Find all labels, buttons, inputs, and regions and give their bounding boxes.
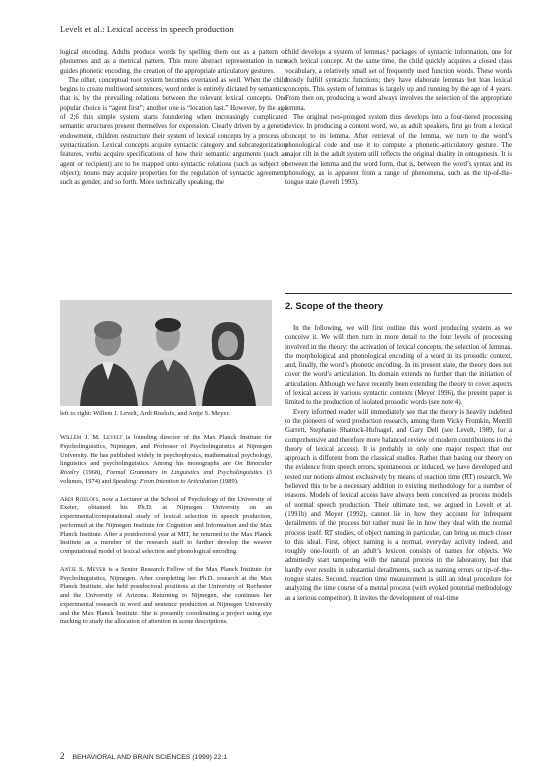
paragraph: logical encoding. Adults produce words by spelling them out as a pattern of phonemes and as a metrical pattern. This more abstract representation in turn guides phonetic encoding, the creation of the appropriate articulatory gestures. [60,49,287,75]
bio-text: is a Senior Research Fellow of the Max Planck Institute for Psycholinguistics, Nijmegen. After completing her Ph.D. research at the Max Planck Institute, she held postdoctoral positions at the University of Rochester and the University of Arizona. Returning to Nijmegen, she continues her experimental research in word and sentence production at Nijmegen University and the Max Planck Institute. She is presently coordinating a project using eye tracking to study the allocation of attention in scene descriptions. [60,565,272,626]
right-column-text-bottom [285,324,512,603]
bio-roelofs [60,496,272,557]
bio-text: (1989). [218,477,239,485]
left-column-text [60,48,287,187]
section-heading: 2. Scope of the theory [285,300,383,311]
photo-caption: left to right: Willem J. Levelt, Ardi Roelofs, and Antje S. Meyer. [60,410,230,417]
bio-name: Antje S. Meyer [60,565,106,573]
bio-work-title: Speaking: From Intention to Articulation [112,477,219,485]
paragraph: The original two-pronged system thus develops into a four-tiered processing device. In producing a content word, we, as adult speakers, first go from a lexical concept to its lemma. After retrieval of the lemma, we turn to the word’s phonological code and use it to compute a phonetic-articulatory gesture. The major rift in the adult system still reflects the original duality in ontogenesis. It is between the lemma and the word form, that is, between the word’s syntax and its phonology, as is apparent from a range of phenomena, such as the tip-of-the-tongue state (Levelt 1993). [285,114,512,187]
bio-levelt [60,434,272,487]
running-head: Levelt et al.: Lexical access in speech production [60,24,234,34]
paragraph: Every informed reader will immediately see that the theory is heavily indebted to the pioneers of word production research, among them Vicky Fromkin, Merrill Garrett, Stephanie Shattuck-Hufnagel, and Gary Dell (see Levelt, 1989, for a comprehensive and therefore more balanced review of modern contributions to the theory of lexical access). It is probably in only one major respect that our approach is different from the classical studies. Rather than basing our theory on the evidence from speech errors, spontaneous or induced, we have developed and tested our notions almost exclusively by means of reaction time (RT) research. We believed this to be a necessary addition to existing methodology for a number of reasons. Models of lexical access have always been conceived as process models of normal speech production. Their ultimate test, we argued in Levelt et al. (1991b) and Meyer (1992), cannot lie in how they account for infrequent derailments of the process but rather must lie in how they deal with the normal process itself. RT studies, of object naming in particular, can bring us much closer to this ideal. First, object naming is a normal, everyday activity indeed, and roughly one-fourth of an adult’s lexicon consists of names for objects. We admittedly start tampering with the natural process in the laboratory, but that hardly ever results in substantial derailments, such as naming errors or tip-of-the-tongue states. Second, reaction time measurement is still an ideal procedure for analyzing the time course of a mental process (with evoked potential methodology as a serious competitor). It invites the development of real-time [285,408,512,602]
bio-text: is founding director of the Max Planck Institute for Psycholinguistics, Nijmegen, and Professor of Psycholinguistics at Nijmegen University. He has published widely in psychophysics, mathematical psychology, linguistics and psycholinguistics. Among his monographs are [60,434,272,468]
bio-name: Ardi Roelofs [60,495,99,503]
page-footer [60,751,227,761]
paragraph: The other, conceptual root system becomes overtaxed as well. When the child begins to create multiword sentences, word order is entirely dictated by semantics, that is, by the prevailing relations between the relevant lexical concepts. One popular choice is “agent first”; another one is “location last.” However, by the age of 2;6 this simple system starts foundering when increasingly complicated semantic structures present themselves for expression. Clearly driven by a genetic endowment, children restructure their system of lexical concepts by a process of syntactization. Lexical concepts acquire syntactic category and subcategorization features, verbs acquire specifications of how their semantic arguments (such as agent or recipient) are to be mapped onto syntactic relations (such as subject or object); nouns may acquire properties for the regulation of syntactic agreement, such as gender, and so forth. More technically speaking, the [60,76,287,187]
right-column-text-top [285,48,512,187]
bio-name: Willem J. M. Levelt [60,434,123,441]
author-photo [60,300,272,406]
bio-work-title: Formal Grammars in Linguistics and Psycholinguistics [106,469,263,476]
bio-text: (1968), [78,469,107,476]
page-number: 2 [60,751,65,761]
paragraph: child develops a system of lemmas,¹ packages of syntactic information, one for each lexical concept. At the same time, the child quickly acquires a closed class vocabulary, a relatively small set of frequently used function words. These words mostly fulfill syntactic functions; they have elaborate lemmas but lean lexical concepts. This system of lemmas is largely up and running by the age of 4 years. From then on, producing a word always involves the selection of the appropriate lemma. [285,49,512,112]
bio-work-title: On Binocular Rivalry [60,460,272,476]
paragraph: In the following, we will first outline this word producing system as we conceive it. We will then turn in more detail to the four levels of processing involved in the theory: the activation of lexical concepts, the selection of lemmas, the morphological and phonological encoding of a word in its prosodic context, and, finally, the word’s phonetic encoding. In its present state, the theory does not cover the word’s articulation. Its domain extends no further than the initiation of articulation. Although we have recently been extending the theory to cover aspects of lexical access in various syntactic contexts (Meyer 1996), the present paper is limited to the production of isolated prosodic words (see note 4). [285,325,512,407]
author-bios [60,434,272,636]
bio-meyer [60,566,272,627]
section-rule [285,293,512,294]
journal-citation: BEHAVIORAL AND BRAIN SCIENCES (1999) 22:1 [72,754,227,761]
bio-text: , now a Lecturer at the School of Psychology of the University of Exeter, obtained his Ph.D. at Nijmegen University on an experimental/computational study of lexical selection in speech production, performed at the Nijmegen Institute for Cognition and Information and the Max Planck Institute. After a postdoctoral year at MIT, he returned to the Max Planck Institute as a member of the research staff to further develop the weaver computational model of lexical selection and phonological encoding. [60,495,272,555]
bio-text: (3 volumes, 1974) and [60,469,272,485]
